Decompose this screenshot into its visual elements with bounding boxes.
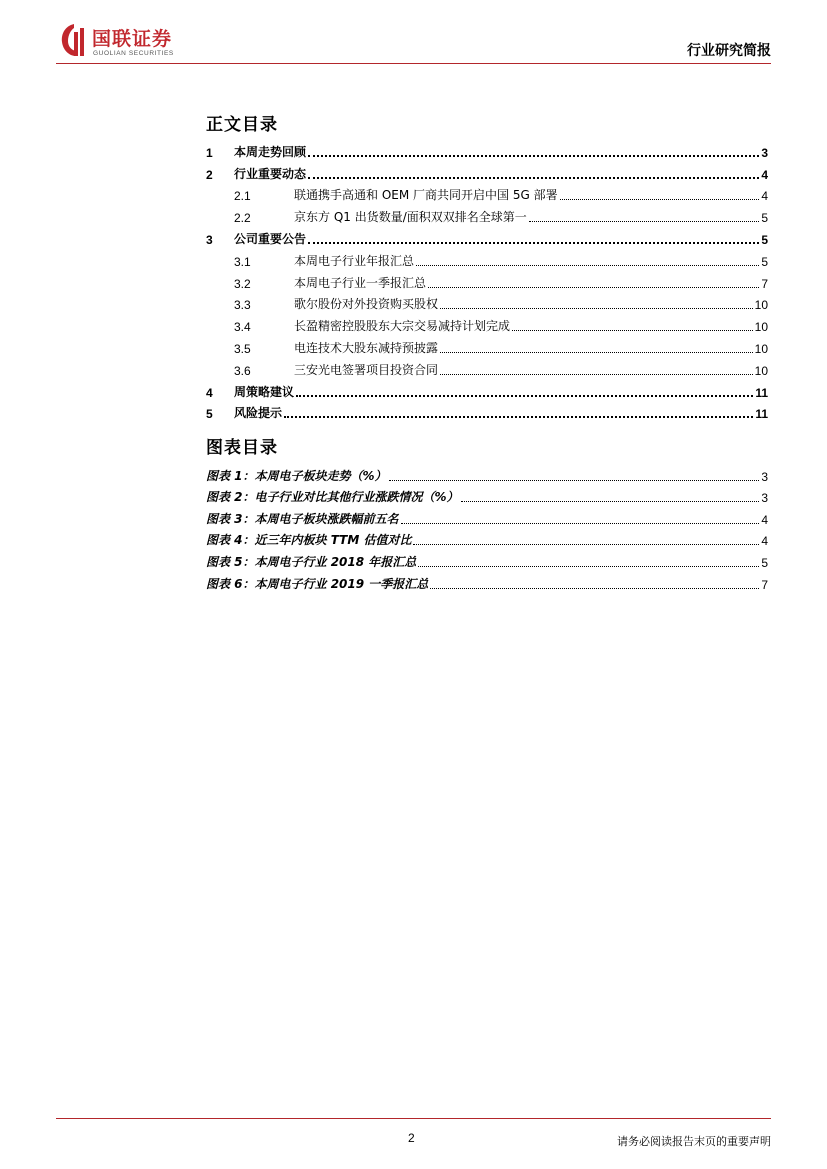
toc-leader-dots [308, 155, 759, 157]
toc-leader-dots [296, 395, 753, 397]
toc-entry-number: 1 [206, 145, 213, 160]
toc-entry-page: 7 [761, 276, 768, 291]
toc-entry-label: 电连技术大股东减持预披露 [294, 340, 439, 355]
company-logo [56, 22, 226, 62]
toc-entry[interactable] [206, 182, 768, 204]
logo-chinese-name: 国联证券 [92, 28, 173, 50]
figure-list-title: 图表目录 [206, 438, 278, 458]
toc-entry[interactable] [206, 291, 768, 313]
figure-leader-dots [413, 544, 759, 545]
toc-entry-number: 3 [206, 232, 213, 247]
page-header [56, 14, 771, 64]
toc-entry[interactable] [206, 138, 768, 160]
toc-entry-label: 本周电子行业年报汇总 [294, 253, 415, 268]
footer-divider [56, 1118, 771, 1119]
figure-entry[interactable] [206, 548, 768, 570]
figure-entry-label: 图表 1：本周电子板块走势（%） [206, 468, 387, 483]
toc-entry-number: 3.3 [234, 298, 251, 313]
figure-entry-label: 图表 4：近三年内板块 TTM 估值对比 [206, 533, 412, 548]
figure-entry-label: 图表 3：本周电子板块涨跌幅前五名 [206, 511, 399, 526]
toc-entry-label: 三安光电签署项目投资合同 [294, 362, 439, 377]
toc-entry[interactable] [206, 356, 768, 378]
toc-entry[interactable] [206, 334, 768, 356]
figure-leader-dots [401, 523, 760, 524]
toc-leader-dots [416, 265, 759, 266]
toc-leader-dots [560, 199, 760, 200]
toc-entry[interactable] [206, 400, 768, 422]
toc-entry-label: 风险提示 [234, 406, 283, 421]
figure-entry-page: 5 [761, 555, 768, 570]
figure-leader-dots [430, 588, 759, 589]
toc-entry-label: 长盈精密控股股东大宗交易减持计划完成 [294, 319, 511, 334]
toc-entry-number: 2.1 [234, 189, 251, 204]
toc-entry-page: 5 [761, 211, 768, 226]
toc-entry-number: 3.4 [234, 320, 251, 335]
toc-entry-label: 行业重要动态 [234, 166, 307, 181]
report-type-label: 行业研究简报 [687, 43, 771, 59]
toc-leader-dots [440, 352, 753, 353]
toc-entry-label: 本周电子行业一季报汇总 [294, 275, 427, 290]
toc-entry-number: 3.2 [234, 276, 251, 291]
figure-entry[interactable] [206, 570, 768, 592]
figure-entry-label: 图表 5：本周电子行业 2018 年报汇总 [206, 554, 417, 569]
toc-entry-page: 5 [761, 232, 768, 247]
logo-emblem-icon [60, 22, 88, 58]
toc-entry[interactable] [206, 225, 768, 247]
toc-leader-dots [428, 287, 759, 288]
toc-entry-label: 周策略建议 [234, 384, 295, 399]
figure-entry[interactable] [206, 505, 768, 527]
page-number: 2 [408, 1131, 415, 1145]
figure-entry[interactable] [206, 484, 768, 506]
toc-entry[interactable] [206, 203, 768, 225]
toc-entry[interactable] [206, 269, 768, 291]
logo-english-name: GUOLIAN SECURITIES [93, 50, 174, 57]
toc-entry-number: 3.5 [234, 341, 251, 356]
figure-leader-dots [461, 501, 760, 502]
toc-entry-label: 歌尔股份对外投资购买股权 [294, 297, 439, 312]
toc-entry-page: 11 [755, 385, 768, 400]
figure-list [206, 462, 768, 592]
figure-leader-dots [389, 480, 760, 481]
toc-entry[interactable] [206, 160, 768, 182]
figure-entry-page: 3 [761, 469, 768, 484]
toc-entry-page: 3 [761, 145, 768, 160]
figure-entry-page: 7 [761, 577, 768, 592]
figure-entry-page: 4 [761, 512, 768, 527]
toc-entry-label: 公司重要公告 [234, 231, 307, 246]
toc-entry-number: 3.1 [234, 254, 251, 269]
toc-entry-page: 4 [761, 167, 768, 182]
toc-entry-number: 5 [206, 407, 213, 422]
figure-entry[interactable] [206, 462, 768, 484]
toc-entry-page: 10 [754, 363, 768, 378]
toc-entry[interactable] [206, 247, 768, 269]
toc-entry-number: 3.6 [234, 363, 251, 378]
figure-entry-page: 3 [761, 491, 768, 506]
toc-entry-page: 5 [761, 254, 768, 269]
toc-entry-label: 联通携手高通和 OEM 厂商共同开启中国 5G 部署 [294, 188, 558, 203]
header-divider [56, 63, 771, 64]
toc-leader-dots [284, 416, 753, 418]
figure-entry-label: 图表 2：电子行业对比其他行业涨跌情况（%） [206, 490, 459, 505]
figure-leader-dots [418, 566, 759, 567]
toc-entry-page: 10 [754, 298, 768, 313]
toc-entry-page: 10 [754, 341, 768, 356]
toc-leader-dots [440, 374, 753, 375]
toc-leader-dots [529, 221, 760, 222]
toc-leader-dots [308, 242, 759, 244]
figure-entry[interactable] [206, 527, 768, 549]
toc-entry-number: 2.2 [234, 211, 251, 226]
toc-entry[interactable] [206, 378, 768, 400]
toc-entry-page: 4 [761, 189, 768, 204]
toc-entry[interactable] [206, 312, 768, 334]
toc-entry-page: 10 [754, 320, 768, 335]
toc-entry-number: 4 [206, 385, 213, 400]
toc-leader-dots [308, 177, 759, 179]
toc-entry-page: 11 [755, 407, 768, 422]
figure-entry-page: 4 [761, 534, 768, 549]
figure-entry-label: 图表 6：本周电子行业 2019 一季报汇总 [206, 576, 429, 591]
toc-leader-dots [512, 330, 753, 331]
toc-entry-label: 京东方 Q1 出货数量/面积双双排名全球第一 [294, 210, 527, 225]
toc-leader-dots [440, 308, 753, 309]
toc-title: 正文目录 [206, 115, 278, 135]
disclaimer-note: 请务必阅读报告末页的重要声明 [617, 1135, 771, 1148]
toc-entry-number: 2 [206, 167, 213, 182]
table-of-contents [206, 138, 768, 421]
toc-entry-label: 本周走势回顾 [234, 144, 307, 159]
